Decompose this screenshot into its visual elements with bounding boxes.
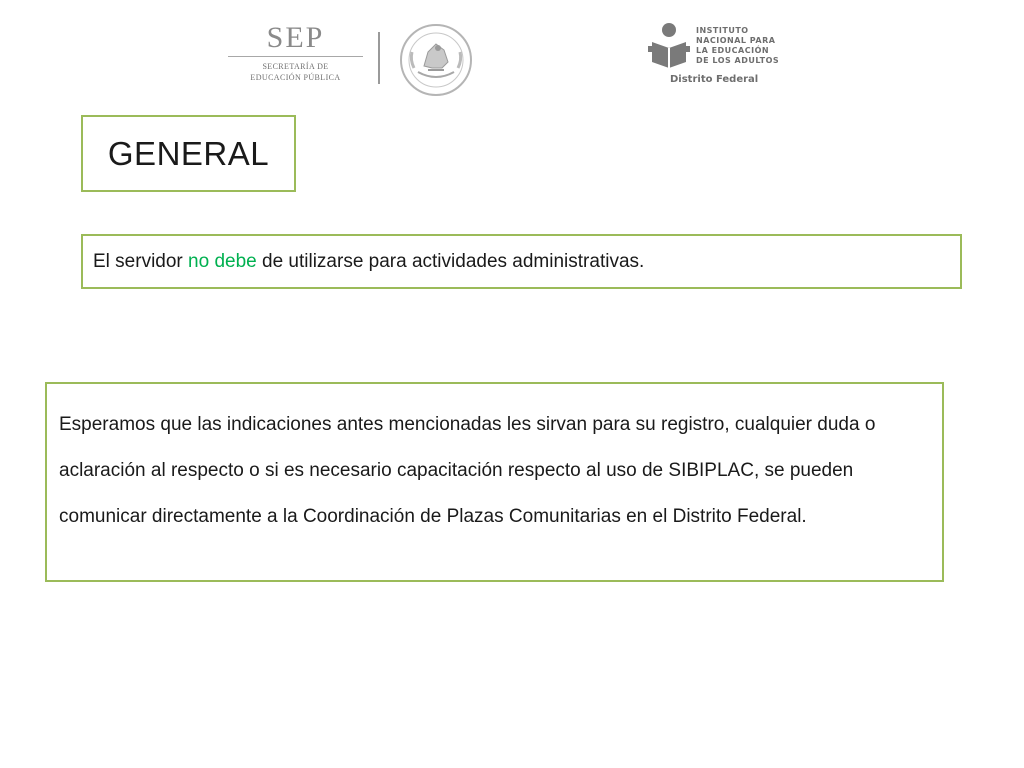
sep-logo	[228, 22, 478, 98]
notice-box	[81, 234, 962, 289]
inea-line3: LA EDUCACIÓN	[696, 46, 770, 55]
mexican-coat-of-arms-seal-icon	[398, 22, 474, 98]
inea-name	[696, 26, 779, 66]
notice-text	[93, 251, 644, 273]
info-box	[45, 382, 944, 582]
notice-text-before: El servidor	[93, 250, 189, 272]
inea-line2: NACIONAL PARA	[696, 36, 776, 45]
sep-name: SEP	[266, 21, 325, 54]
page-title: GENERAL	[107, 134, 270, 172]
sep-subtitle-line1: SECRETARÍA DE	[262, 62, 329, 71]
sep-rule	[228, 56, 363, 57]
inea-logo	[648, 22, 828, 88]
sep-subtitle-line2: EDUCACIÓN PÚBLICA	[250, 73, 341, 82]
inea-line4: DE LOS ADULTOS	[696, 56, 780, 65]
reading-figure-emblem-icon	[648, 22, 690, 72]
sep-wordmark	[228, 22, 363, 83]
title-box	[81, 115, 296, 192]
info-text: Esperamos que las indicaciones antes mencionadas les sirvan para su registro, cualquier duda o aclaración al respecto o si es necesario capacitación respecto al uso de SIBIPLAC, se pueden comunicar directamente a la Coordinación de Plazas Comunitarias en el Distrito Federal.	[59, 414, 876, 527]
inea-region: Distrito Federal	[670, 74, 759, 85]
inea-line1: INSTITUTO	[696, 26, 749, 35]
notice-text-after: de utilizarse para actividades administrativas.	[256, 250, 645, 272]
sep-divider	[378, 32, 380, 84]
notice-highlight: no debe	[188, 250, 257, 272]
